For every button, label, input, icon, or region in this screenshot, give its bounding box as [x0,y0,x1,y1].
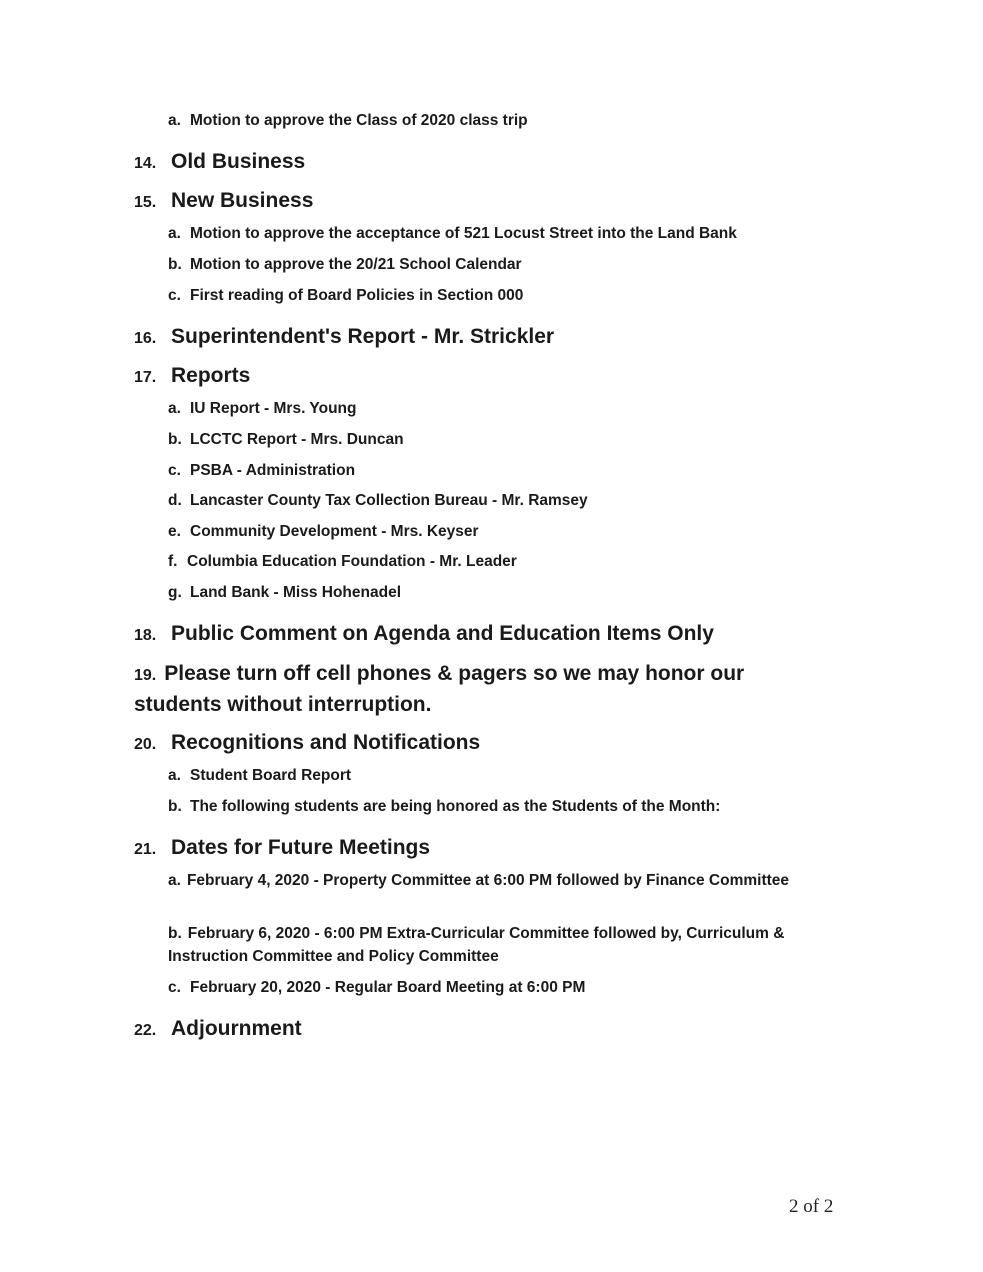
agenda-subitem: c. PSBA - Administration [168,462,356,479]
agenda-heading-future-meetings: 21. Dates for Future Meetings [134,836,431,859]
agenda-subitem: c. First reading of Board Policies in Section 000 [168,287,524,304]
agenda-subitem: a. Motion to approve the acceptance of 521 Locust Street into the Land Bank [168,225,737,242]
agenda-subitem: a. Motion to approve the Class of 2020 class trip [168,112,528,129]
agenda-subitem: d. Lancaster County Tax Collection Bureau - Mr. Ramsey [168,492,588,509]
agenda-subitem: f. Columbia Education Foundation - Mr. Leader [168,553,517,570]
page-number: 2 of 2 [789,1196,834,1217]
agenda-subitem: a. IU Report - Mrs. Young [168,400,357,417]
agenda-heading-recognitions: 20. Recognitions and Notifications [134,731,481,754]
agenda-heading-public-comment: 18. Public Comment on Agenda and Education Items Only [134,622,714,645]
agenda-subitem: b. February 6, 2020 - 6:00 PM Extra-Curricular Committee followed by, Curriculum & Instruction Committee and Policy Committee [168,925,785,965]
agenda-heading-reports: 17. Reports [134,364,251,387]
agenda-heading-old-business: 14. Old Business [134,150,306,173]
agenda-subitem: a. February 4, 2020 - Property Committee at 6:00 PM followed by Finance Committee [168,872,790,889]
agenda-heading-cell-phones-notice: 19. Please turn off cell phones & pagers so we may honor our students without interruption. [134,662,745,716]
agenda-subitem: b. Motion to approve the 20/21 School Calendar [168,256,522,273]
agenda-subitem: a. Student Board Report [168,767,352,784]
agenda-subitem: b. The following students are being honored as the Students of the Month: [168,798,721,815]
agenda-subitem: e. Community Development - Mrs. Keyser [168,523,479,540]
agenda-subitem: c. February 20, 2020 - Regular Board Meeting at 6:00 PM [168,979,586,996]
agenda-heading-new-business: 15. New Business [134,189,314,212]
agenda-heading-adjournment: 22. Adjournment [134,1017,302,1040]
agenda-subitem: g. Land Bank - Miss Hohenadel [168,584,402,601]
agenda-heading-superintendent-report: 16. Superintendent's Report - Mr. Strickler [134,325,555,348]
agenda-subitem: b. LCCTC Report - Mrs. Duncan [168,431,404,448]
